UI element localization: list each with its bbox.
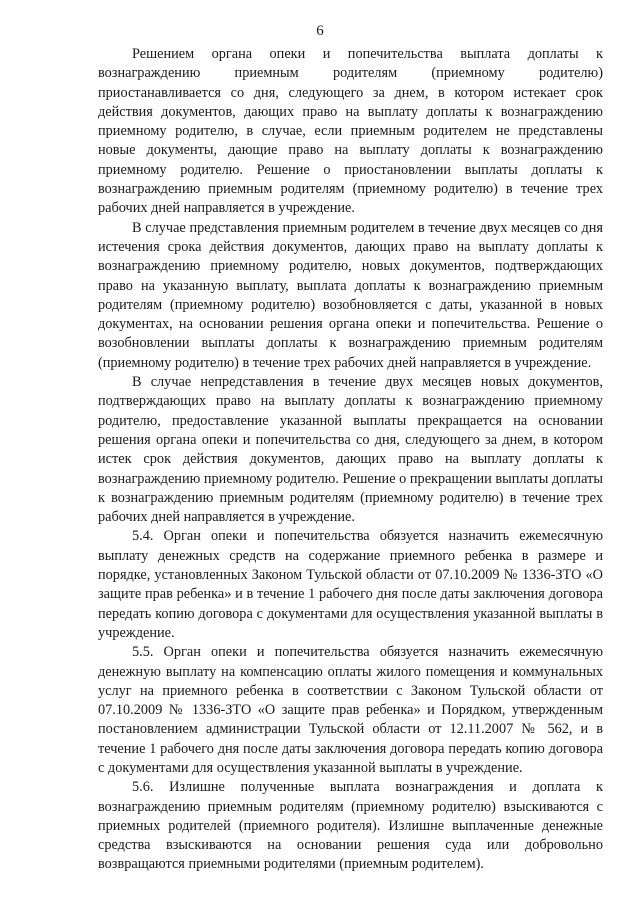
paragraph-resumption: В случае представления приемным родителем в течение двух месяцев со дня истечения срока действия документов, дающих право на выплату доплаты к вознаграждению приемному родителю, новых документов, подтверждающих право на указанную выплату, выплата доплаты к вознаграждению приемным родителям (приемному родителю) возобновляется с даты, указанной в новых документах, на основании решения органа опеки и попечительства. Решение о возобновлении выплаты доплаты к вознаграждению приемным родителям (приемному родителю) в течение трех рабочих дней направляется в учреждение. (98, 219, 603, 371)
clause-5-5: 5.5. Орган опеки и попечительства обязуется назначить ежемесячную денежную выплату на компенсацию оплаты жилого помещения и коммунальных услуг на приемного ребенка в соответствии с Законом Тульской области от 07.10.2009 № 1336-ЗТО «О защите прав ребенка» и Порядком, утвержденным постановлением администрации Тульской области от 12.11.2007 № 562, и в течение 1 рабочего дня после даты заключения договора передать копию договора с документами для осуществления указанной выплаты в учреждение. (98, 644, 603, 776)
clause-5-6: 5.6. Излишне полученные выплата вознаграждения и доплата к вознаграждению приемным родителям (приемному родителю) взыскиваются с приемных родителей (приемного родителя). Излишне выплаченные денежные средства взыскиваются на основании решения суда или добровольно возвращаются приемными родителями (приемным родителем). (98, 779, 603, 873)
paragraph-termination: В случае непредставления в течение двух месяцев новых документов, подтверждающих право на выплату доплаты к вознаграждению приемному родителю, предоставление указанной выплаты прекращается на основании решения органа опеки и попечительства со дня, следующего за днем, в котором истек срок действия документов, дающих право на выплату доплаты к вознаграждению приемному родителю. Решение о прекращении выплаты доплаты к вознаграждению приемным родителям (приемному родителю) в течение трех рабочих дней направляется в учреждение. (98, 374, 603, 526)
page-number: 6 (316, 23, 324, 39)
clause-5-4: 5.4. Орган опеки и попечительства обязуется назначить ежемесячную выплату денежных средств на содержание приемного ребенка в размере и порядке, установленных Законом Тульской области от 07.10.2009 № 1336-ЗТО «О защите прав ребенка» и в течение 1 рабочего дня после даты заключения договора передать копию договора с документами для осуществления указанной выплаты в учреждение. (98, 528, 603, 641)
paragraph-suspension: Решением органа опеки и попечительства выплата доплаты к вознаграждению приемным родителям (приемному родителю) приостанавливается со дня, следующего за днем, в котором истекает срок действия документов, дающих право на выплату доплаты к вознаграждению приемному родителю, в случае, если приемным родителем не представлены новые документы, дающие право на выплату доплаты к вознаграждению приемному родителю. Решение о приостановлении выплаты доплаты к вознаграждению приемным родителям (приемному родителю) в течение трех рабочих дней направляется в учреждение. (98, 46, 603, 217)
document-body (98, 45, 603, 875)
